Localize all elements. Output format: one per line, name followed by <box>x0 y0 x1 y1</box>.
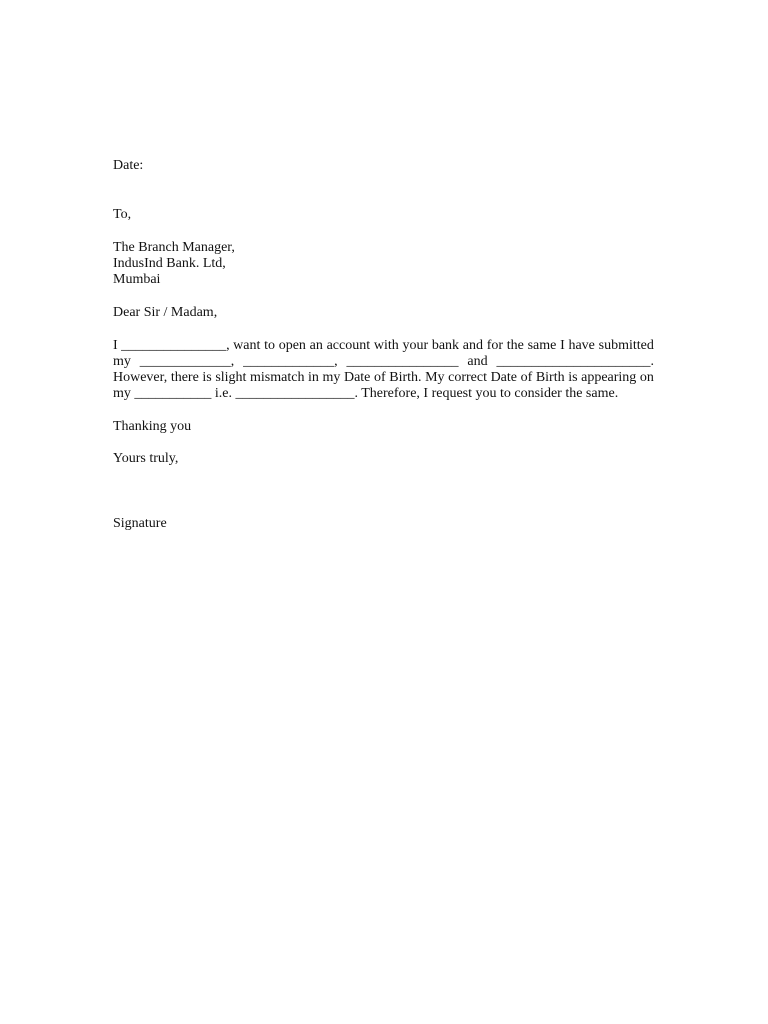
body-word: is <box>202 370 212 385</box>
body-word: with <box>373 338 399 353</box>
body-word: on <box>639 370 654 385</box>
body-word: to <box>264 338 275 353</box>
body-word: my <box>322 370 341 385</box>
closing-phrase: Yours truly, <box>113 451 179 466</box>
body-word: mismatch <box>250 370 305 385</box>
body-word: the <box>506 338 524 353</box>
signature-label: Signature <box>113 516 167 531</box>
recipient-address <box>113 240 654 288</box>
body-word: My <box>425 370 445 385</box>
body-word: of <box>520 370 533 385</box>
body-line-3 <box>113 370 654 386</box>
body-word: submitted <box>598 338 654 353</box>
body-word: bank <box>431 338 460 353</box>
body-word: same <box>527 338 557 353</box>
body-word: However, <box>113 370 168 385</box>
body-word: account <box>326 338 371 353</box>
body-word: have <box>568 338 595 353</box>
body-word: appearing <box>581 370 637 385</box>
blank-field: ________________ <box>346 354 459 369</box>
body-word: I _______________, want <box>113 338 261 353</box>
blank-field: ______________________. <box>496 354 654 369</box>
body-word: an <box>309 338 323 353</box>
body-word: Date <box>343 370 371 385</box>
body-word: slight <box>215 370 247 385</box>
body-word: and <box>467 354 488 369</box>
body-word: in <box>308 370 319 385</box>
body-word: Date <box>490 370 517 385</box>
date-label: Date: <box>113 158 144 173</box>
body-word: Birth. <box>389 370 422 385</box>
body-paragraph <box>113 338 654 402</box>
body-word: is <box>568 370 578 385</box>
address-line-bank: IndusInd Bank. Ltd, <box>113 256 226 271</box>
body-word: my <box>113 354 131 369</box>
body-word: and <box>462 338 483 353</box>
salutation: Dear Sir / Madam, <box>113 305 218 320</box>
body-word: Birth <box>535 370 565 385</box>
body-word: of <box>373 370 386 385</box>
body-word: open <box>278 338 306 353</box>
body-word: your <box>402 338 429 353</box>
body-word: correct <box>448 370 487 385</box>
body-line-1 <box>113 338 654 354</box>
recipient-to: To, <box>113 207 132 222</box>
body-line-4: my ___________ i.e. _________________. Therefore, I request you to consider the same. <box>113 386 619 401</box>
address-line-city: Mumbai <box>113 272 161 287</box>
body-word: there <box>170 370 199 385</box>
blank-field: _____________, <box>139 354 235 369</box>
closing-thanks: Thanking you <box>113 419 192 434</box>
body-word: I <box>560 338 565 353</box>
body-line-2 <box>113 354 654 370</box>
address-line-designation: The Branch Manager, <box>113 240 235 255</box>
body-word: for <box>486 338 504 353</box>
letter-body <box>113 158 654 532</box>
blank-field: _____________, <box>243 354 338 369</box>
